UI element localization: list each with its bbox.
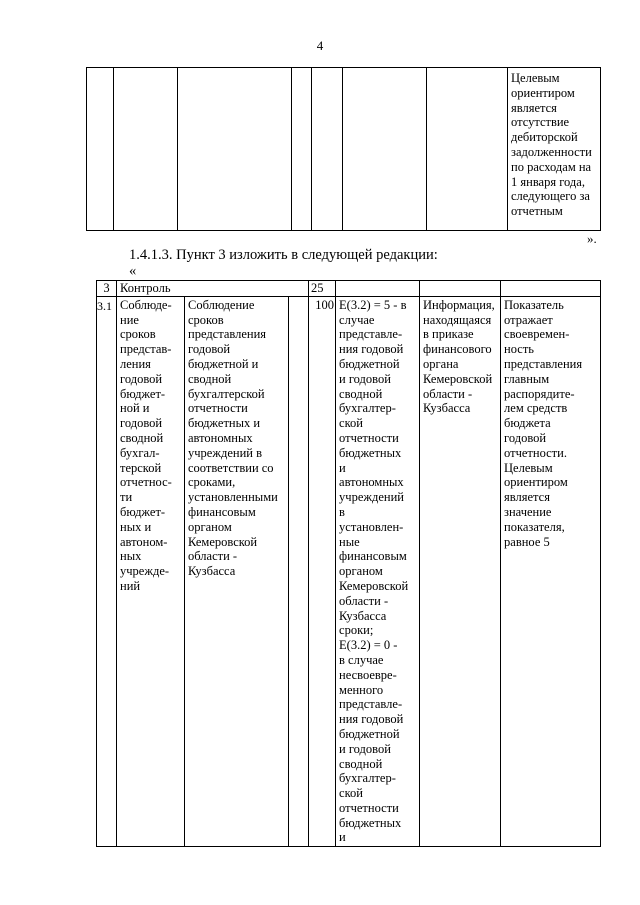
header-num: 3: [97, 281, 117, 297]
row-name: Соблюде- ние сроков представ- ления годовой бюджет- ной и годовой сводной бухгал- терской отчетнос- ти бюджет- ных и автоном- ных учрежде- ний: [117, 296, 185, 846]
closing-quote: ».: [587, 231, 597, 246]
table-cell-target: [508, 68, 601, 231]
table-cell: [336, 281, 420, 297]
row-formula: Е(3.2) = 5 - в случае представле- ния годовой бюджетной и годовой сводной бухгалтер- ской отчетности бюджетных и автономных учреждений в установлен- ные финансовым органом Кемеровской области - Кузбасса сроки; Е(3.2) = 0 - в случае несвоевре- менного представле- ния годовой бюджетной и годовой сводной бухгалтер- ской отчетности бюджетных и: [336, 296, 420, 846]
header-title: Контроль: [117, 281, 309, 297]
table-cell: [343, 68, 427, 231]
main-table: [96, 280, 601, 847]
table-cell: [114, 68, 178, 231]
opening-quote: «: [129, 263, 137, 279]
row-empty: [289, 296, 309, 846]
row-comment: Показатель отражает своевремен- ность представления главным распорядите- лем средств бюджета годовой отчетности. Целевым ориентиром является значение показателя, равное 5: [501, 296, 601, 846]
table-cell: [501, 281, 601, 297]
target-text: Целевым ориентиром является отсутствие дебиторской задолженности по расходам на 1 января года, следующего за отчетным: [511, 71, 592, 219]
table-cell: [292, 68, 312, 231]
table-cell: [178, 68, 292, 231]
table-cell: [312, 68, 343, 231]
row-num: 3.1: [97, 296, 117, 846]
row-weight: 100: [309, 296, 336, 846]
table-cell: [87, 68, 114, 231]
header-weight: 25: [309, 281, 336, 297]
table-cell: [427, 68, 508, 231]
row-source: Информация, находящаяся в приказе финансового органа Кемеровской области - Кузбасса: [420, 296, 501, 846]
row-description: Соблюдение сроков представления годовой бюджетной и сводной бухгалтерской отчетности бюджетных и автономных учреждений в соответствии со сроками, установленными финансовым органом Кемеровской области - Кузбасса: [185, 296, 289, 846]
table-cell: [420, 281, 501, 297]
amendment-paragraph: 1.4.1.3. Пункт 3 изложить в следующей редакции:: [129, 247, 438, 263]
page-number: 4: [316, 38, 324, 53]
continued-table: [86, 67, 601, 231]
